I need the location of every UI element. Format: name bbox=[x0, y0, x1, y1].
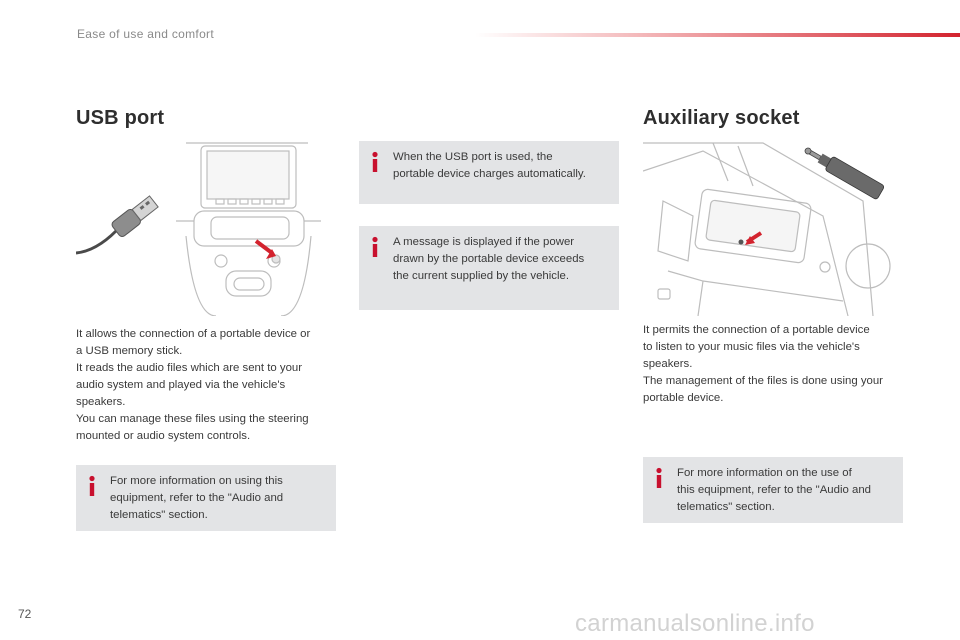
page-number: 72 bbox=[18, 607, 32, 621]
usb-illustration bbox=[76, 141, 336, 316]
usb-power-note-text: A message is displayed if the power drawn by the portable device exceeds the current supplied by the vehicle. bbox=[393, 236, 585, 282]
aux-info-note bbox=[643, 457, 903, 523]
info-icon bbox=[86, 475, 98, 497]
info-icon bbox=[369, 236, 381, 258]
aux-title: Auxiliary socket bbox=[643, 107, 800, 129]
usb-power-note bbox=[359, 226, 619, 310]
header-rule bbox=[475, 33, 960, 37]
info-icon bbox=[653, 467, 665, 489]
usb-info-note-text: For more information on using this equipment, refer to the "Audio and telematics" section. bbox=[110, 475, 284, 521]
watermark: carmanualsonline.info bbox=[575, 610, 815, 637]
aux-dashboard-illustration bbox=[643, 141, 903, 316]
usb-info-note bbox=[76, 465, 336, 531]
usb-dashboard-illustration bbox=[76, 141, 336, 316]
aux-body-text: It permits the connection of a portable device to listen to your music files via the vehicle's speakers. The management of the files is done using your portable device. bbox=[643, 324, 883, 404]
usb-title: USB port bbox=[76, 107, 165, 129]
info-icon bbox=[369, 151, 381, 173]
usb-charge-note-text: When the USB port is used, the portable device charges automatically. bbox=[393, 151, 586, 180]
usb-body-text: It allows the connection of a portable device or a USB memory stick. It reads the audio files which are sent to your audio system and played via the vehicle's speakers. You can manage these files using the steering mounted or audio system controls. bbox=[76, 328, 311, 442]
aux-illustration bbox=[643, 141, 903, 316]
usb-charge-note bbox=[359, 141, 619, 204]
section-label: Ease of use and comfort bbox=[77, 27, 214, 41]
aux-info-note-text: For more information on the use of this equipment, refer to the "Audio and telematics" section. bbox=[677, 467, 872, 513]
